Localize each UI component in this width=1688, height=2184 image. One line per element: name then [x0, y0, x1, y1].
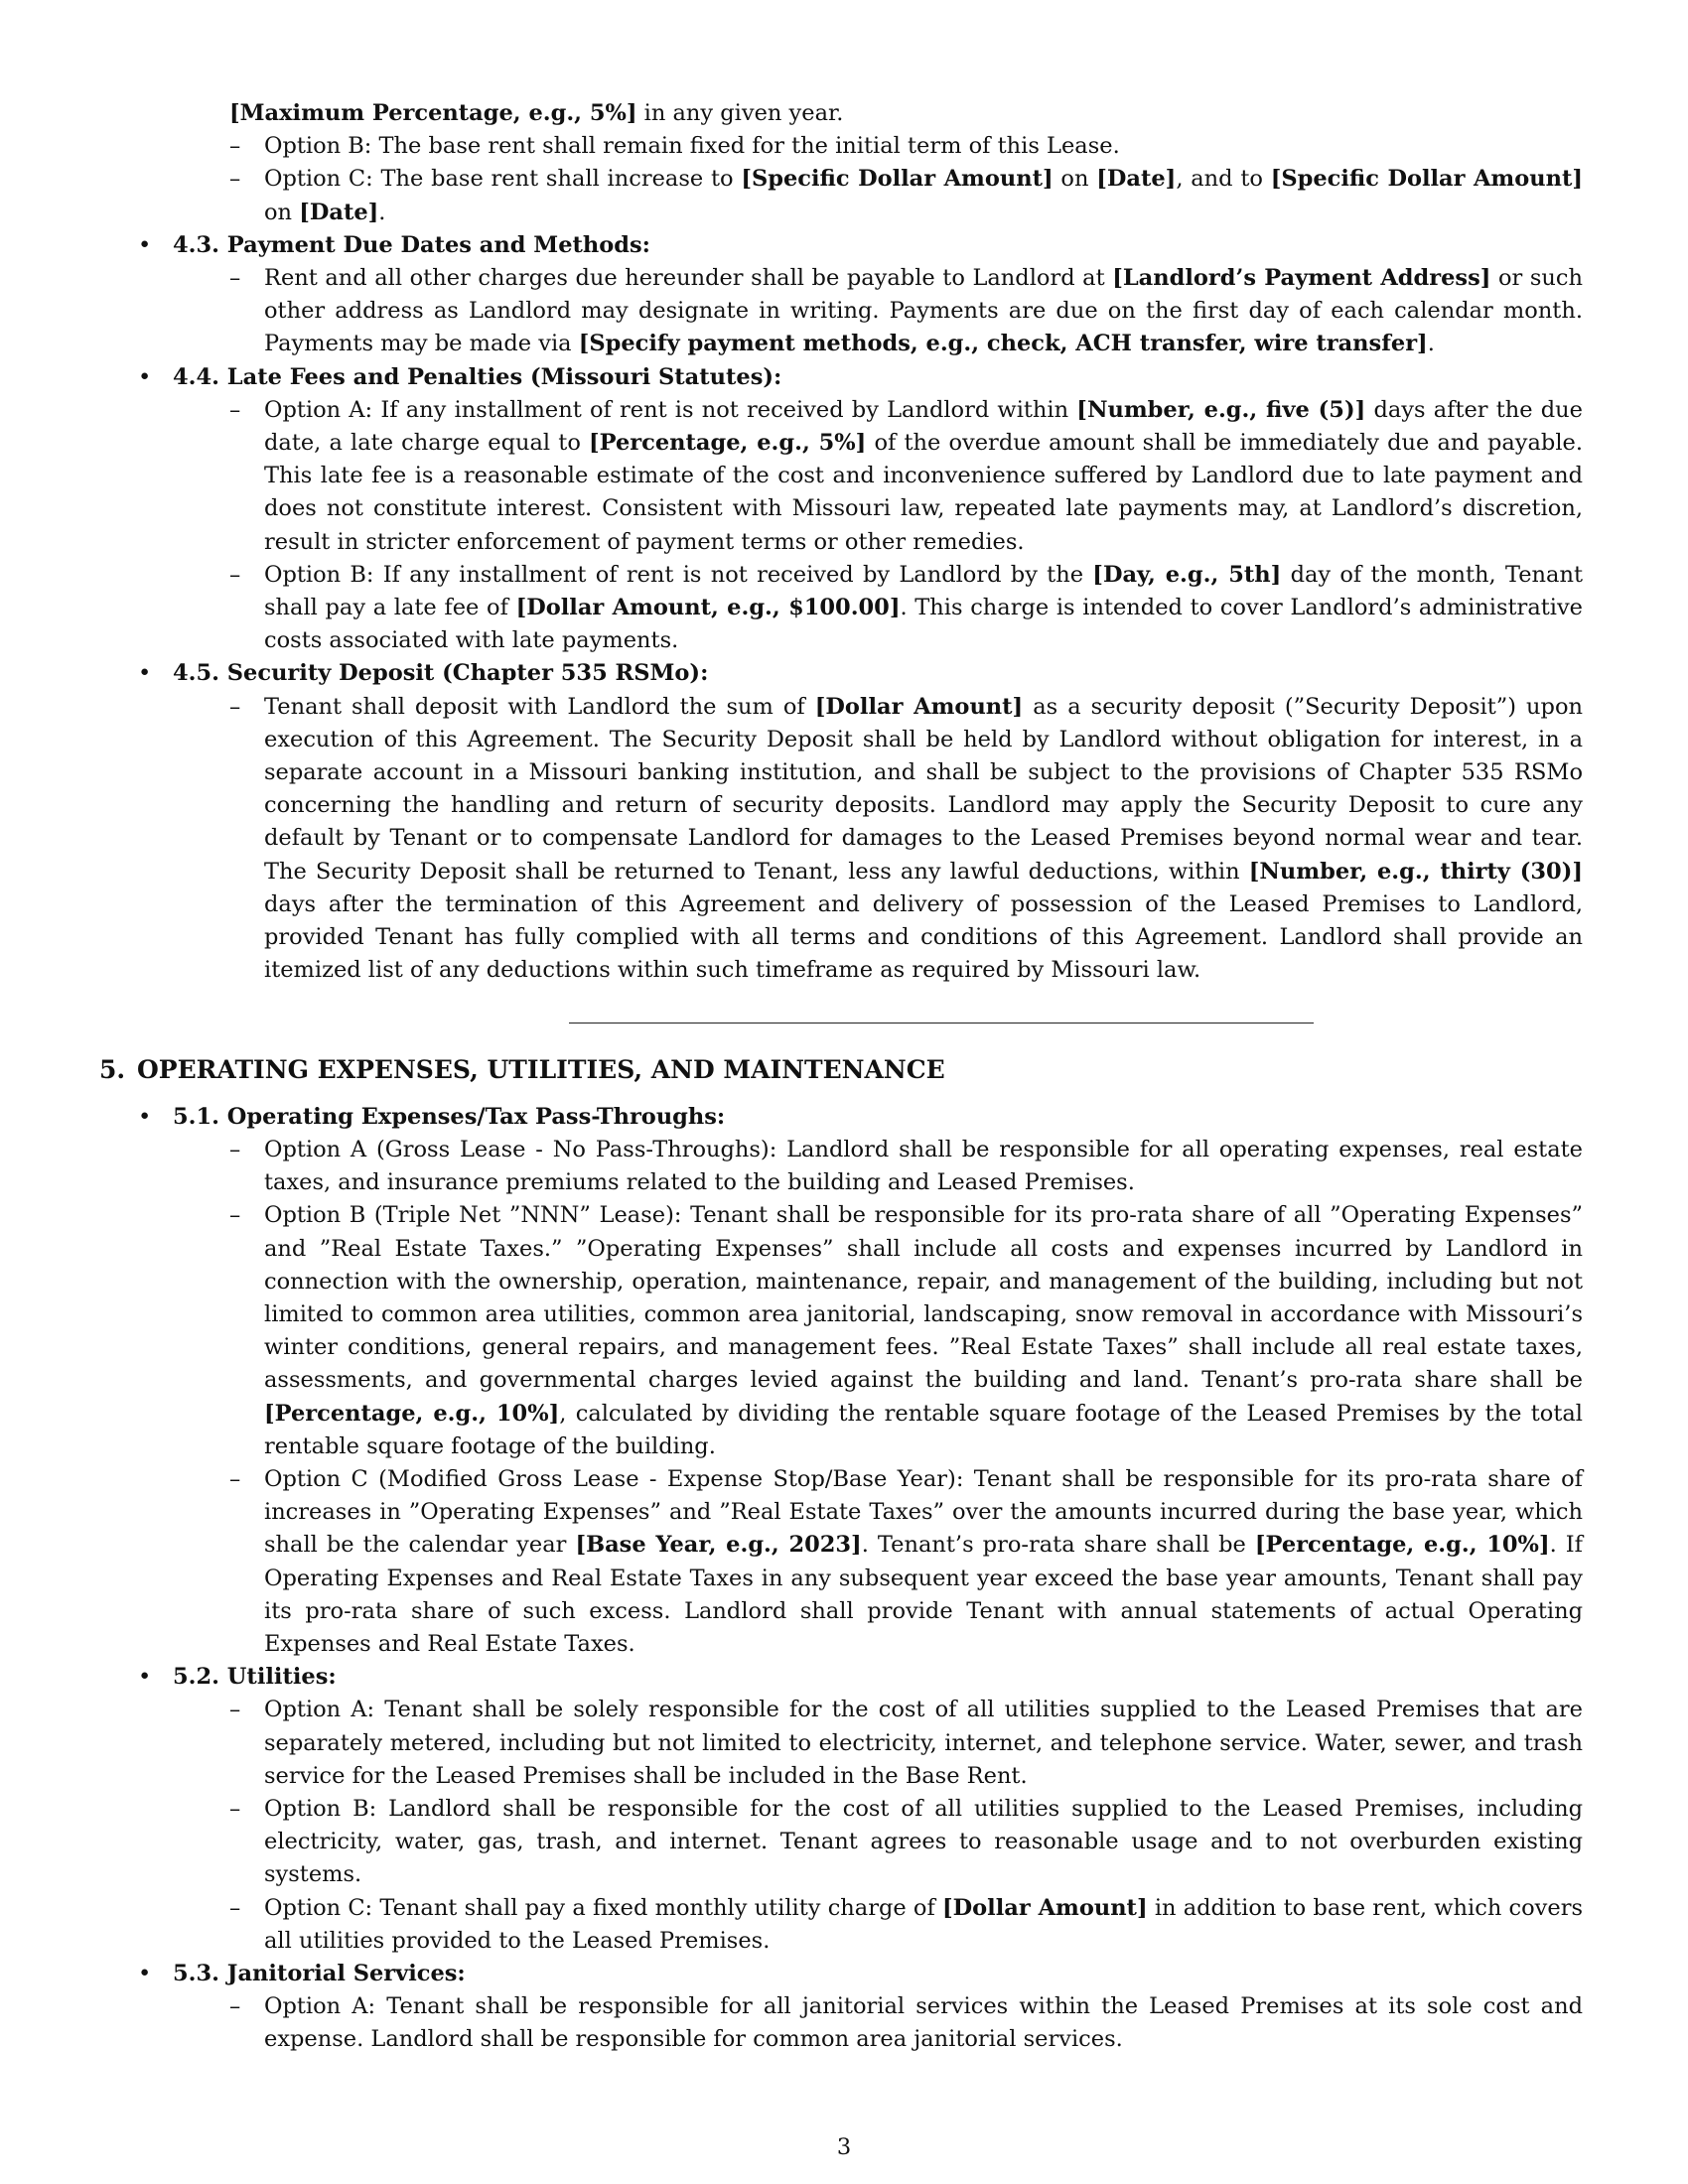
section-5-title: 5. OPERATING EXPENSES, UTILITIES, AND MAINTENANCE — [99, 1055, 945, 1085]
option-5-3-a: – Option A: Tenant shall be responsible for all janitorial services within the Leased Premises at its sole cost and expense. Landlord shall be responsible for common area janitorial services. — [99, 1990, 1583, 2056]
option-5-1-a: – Option A (Gross Lease - No Pass-Throughs): Landlord shall be responsible for all operating expenses, real estate taxes, and insurance premiums related to the building and Leased Premises. — [99, 1134, 1583, 1199]
dash-marker: – — [229, 1136, 241, 1162]
section-5-2-heading: • 5.2. Utilities: — [99, 1661, 1583, 1694]
bullet-marker: • — [138, 1103, 152, 1130]
section-4-5-heading: • 4.5. Security Deposit (Chapter 535 RSMo): — [99, 657, 1583, 690]
bullet-marker: • — [138, 1960, 152, 1986]
dash-marker: – — [229, 693, 241, 720]
option-5-1-b: – Option B (Triple Net ”NNN” Lease): Tenant shall be responsible for its pro-rata share of all ”Operating Expenses” and ”Real Estate Taxes.” ”Operating Expenses” shall include all costs and expenses incurred by Landlord in connection with the ownership, operation, maintenance, repair, and management of the building, including but not limited to common area utilities, common area janitorial, landscaping, snow removal in accordance with Missouri’s winter conditions, general repairs, and management fees. ”Real Estate Taxes” shall include all real estate taxes, assessments, and governmental charges levied against the building and land. Tenant’s pro-rata share shall be [Percentage, e.g., 10%], calculated by dividing the rentable square footage of the Leased Premises by the total rentable square footage of the building. — [99, 1199, 1583, 1463]
page-number: 3 — [836, 2134, 852, 2160]
section-4-5-text: – Tenant shall deposit with Landlord the sum of [Dollar Amount] as a security deposit (”Security Deposit”) upon execution of this Agreement. The Security Deposit shall be held by Landlord without obligation for interest, in a separate account in a Missouri banking institution, and shall be subject to the provisions of Chapter 535 RSMo concerning the handling and return of security deposits. Landlord may apply the Security Deposit to cure any default by Tenant or to compensate Landlord for damages to the Leased Premises beyond normal wear and tear. The Security Deposit shall be returned to Tenant, less any lawful deductions, within [Number, e.g., thirty (30)] days after the termination of this Agreement and delivery of possession of the Leased Premises to Landlord, provided Tenant has fully complied with all terms and conditions of this Agreement. Landlord shall provide an itemized list of any deductions within such timeframe as required by Missouri law. — [99, 691, 1583, 988]
option-5-1-c: – Option C (Modified Gross Lease - Expense Stop/Base Year): Tenant shall be responsible for its pro-rata share of increases in ”Operating Expenses” and ”Real Estate Taxes” over the amounts incurred during the base year, which shall be the calendar year [Base Year, e.g., 2023]. Tenant’s pro-rata share shall be [Percentage, e.g., 10%]. If Operating Expenses and Real Estate Taxes in any subsequent year exceed the base year amounts, Tenant shall pay its pro-rata share of such excess. Landlord shall provide Tenant with annual statements of actual Operating Expenses and Real Estate Taxes. — [99, 1463, 1583, 1661]
dash-marker: – — [229, 1795, 241, 1822]
option-a-continuation: [Maximum Percentage, e.g., 5%] in any given year. — [229, 100, 844, 126]
dash-marker: – — [229, 1202, 241, 1229]
bullet-marker: • — [138, 660, 152, 687]
option-4-4-a: – Option A: If any installment of rent is not received by Landlord within [Number, e.g., five (5)] days after the due date, a late charge equal to [Percentage, e.g., 5%] of the overdue amount shall be immediately due and payable. This late fee is a reasonable estimate of the cost and inconvenience suffered by Landlord due to late payment and does not constitute interest. Consistent with Missouri law, repeated late payments may, at Landlord’s discretion, result in stricter enforcement of payment terms or other remedies. — [99, 394, 1583, 559]
option-5-2-c: – Option C: Tenant shall pay a fixed monthly utility charge of [Dollar Amount] in addition to base rent, which covers all utilities provided to the Leased Premises. — [99, 1892, 1583, 1958]
bullet-marker: • — [138, 1664, 152, 1691]
option-4-2-b: – Option B: The base rent shall remain fixed for the initial term of this Lease. — [99, 130, 1583, 163]
option-4-4-b: – Option B: If any installment of rent is not received by Landlord by the [Day, e.g., 5th] day of the month, Tenant shall pay a late fee of [Dollar Amount, e.g., $100.00]. This charge is intended to cover Landlord’s administrative costs associated with late payments. — [99, 559, 1583, 658]
dash-marker: – — [229, 561, 241, 588]
bullet-marker: • — [138, 231, 152, 258]
section-4-4-heading: • 4.4. Late Fees and Penalties (Missouri Statutes): — [99, 361, 1583, 394]
bullet-marker: • — [138, 363, 152, 390]
horizontal-divider — [569, 1023, 1314, 1024]
dash-marker: – — [229, 1465, 241, 1492]
dash-marker: – — [229, 1894, 241, 1921]
option-4-2-c: – Option C: The base rent shall increase to [Specific Dollar Amount] on [Date], and to [Specific Dollar Amount] on [Date]. — [99, 163, 1583, 228]
section-4-3-heading: • 4.3. Payment Due Dates and Methods: — [99, 229, 1583, 262]
dash-marker: – — [229, 1993, 241, 2020]
section-5-1-heading: • 5.1. Operating Expenses/Tax Pass-Throughs: — [99, 1101, 1583, 1134]
dash-marker: – — [229, 265, 241, 292]
dash-marker: – — [229, 396, 241, 423]
option-5-2-b: – Option B: Landlord shall be responsible for the cost of all utilities supplied to the Leased Premises, including electricity, water, gas, trash, and internet. Tenant agrees to reasonable usage and to not overburden existing systems. — [99, 1793, 1583, 1892]
option-5-2-a: – Option A: Tenant shall be solely responsible for the cost of all utilities supplied to the Leased Premises that are separately metered, including but not limited to electricity, internet, and telephone service. Water, sewer, and trash service for the Leased Premises shall be included in the Base Rent. — [99, 1694, 1583, 1793]
dash-marker: – — [229, 1697, 241, 1723]
dash-marker: – — [229, 133, 241, 160]
section-5-3-heading: • 5.3. Janitorial Services: — [99, 1958, 1583, 1990]
section-4-3-text: – Rent and all other charges due hereunder shall be payable to Landlord at [Landlord’s Payment Address] or such other address as Landlord may designate in writing. Payments are due on the first day of each calendar month. Payments may be made via [Specify payment methods, e.g., check, ACH transfer, wire transfer]. — [99, 262, 1583, 361]
dash-marker: – — [229, 166, 241, 193]
